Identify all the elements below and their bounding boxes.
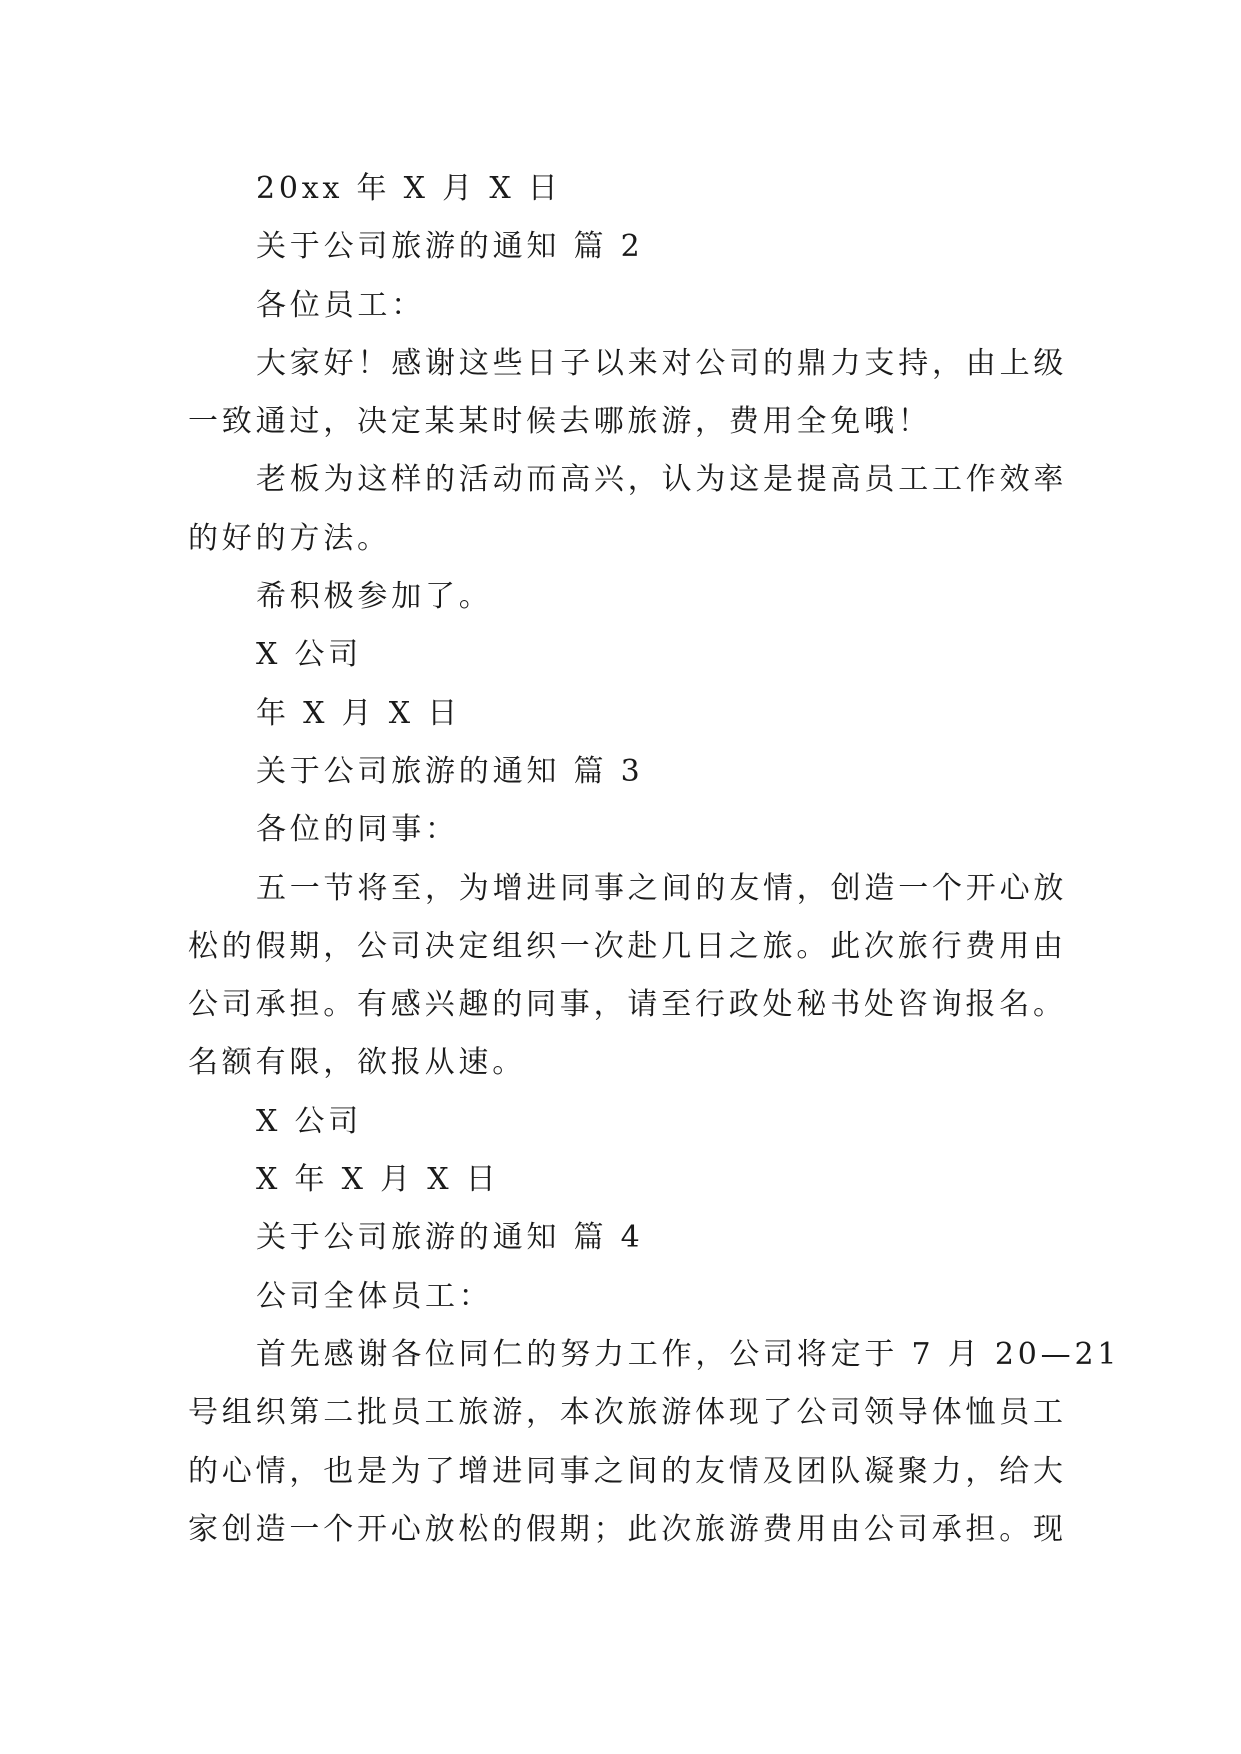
notice-title-4: 关于公司旅游的通知 篇 4 xyxy=(256,1220,644,1256)
paragraph-line: 松的假期，公司决定组织一次赴几日之旅。此次旅行费用由 xyxy=(188,928,1067,964)
paragraph-line: 的心情，也是为了增进同事之间的友情及团队凝聚力，给大 xyxy=(188,1453,1067,1489)
salutation-4: 公司全体员工： xyxy=(256,1278,493,1314)
salutation-3: 各位的同事： xyxy=(256,812,459,848)
paragraph-line: 一致通过，决定某某时候去哪旅游，费用全免哦！ xyxy=(188,404,932,440)
paragraph-line: 公司承担。有感兴趣的同事，请至行政处秘书处咨询报名。 xyxy=(188,987,1067,1023)
paragraph-line: 大家好！感谢这些日子以来对公司的鼎力支持，由上级 xyxy=(256,345,1068,381)
paragraph-line: 首先感谢各位同仁的努力工作，公司将定于 7 月 20—21 xyxy=(256,1336,1121,1372)
notice-title-2: 关于公司旅游的通知 篇 2 xyxy=(256,229,644,265)
paragraph-line: 老板为这样的活动而高兴，认为这是提高员工工作效率 xyxy=(256,462,1068,498)
paragraph-line: 的好的方法。 xyxy=(188,520,391,556)
company-signature: X 公司 xyxy=(256,637,363,673)
date-line: 年 X 月 X 日 xyxy=(256,695,462,731)
salutation-2: 各位员工： xyxy=(256,287,425,323)
document-body xyxy=(188,160,1121,1559)
paragraph-line: 家创造一个开心放松的假期；此次旅游费用由公司承担。现 xyxy=(188,1511,1067,1547)
date-line: X 年 X 月 X 日 xyxy=(256,1162,500,1198)
date-line: 20xx 年 X 月 X 日 xyxy=(256,171,562,206)
paragraph-line: 名额有限，欲报从速。 xyxy=(188,1045,526,1081)
company-signature: X 公司 xyxy=(256,1103,363,1139)
paragraph-line: 号组织第二批员工旅游，本次旅游体现了公司领导体恤员工 xyxy=(188,1395,1067,1431)
notice-title-3: 关于公司旅游的通知 篇 3 xyxy=(256,753,644,789)
paragraph-line: 五一节将至，为增进同事之间的友情，创造一个开心放 xyxy=(256,870,1068,906)
paragraph-line: 希积极参加了。 xyxy=(256,579,493,615)
